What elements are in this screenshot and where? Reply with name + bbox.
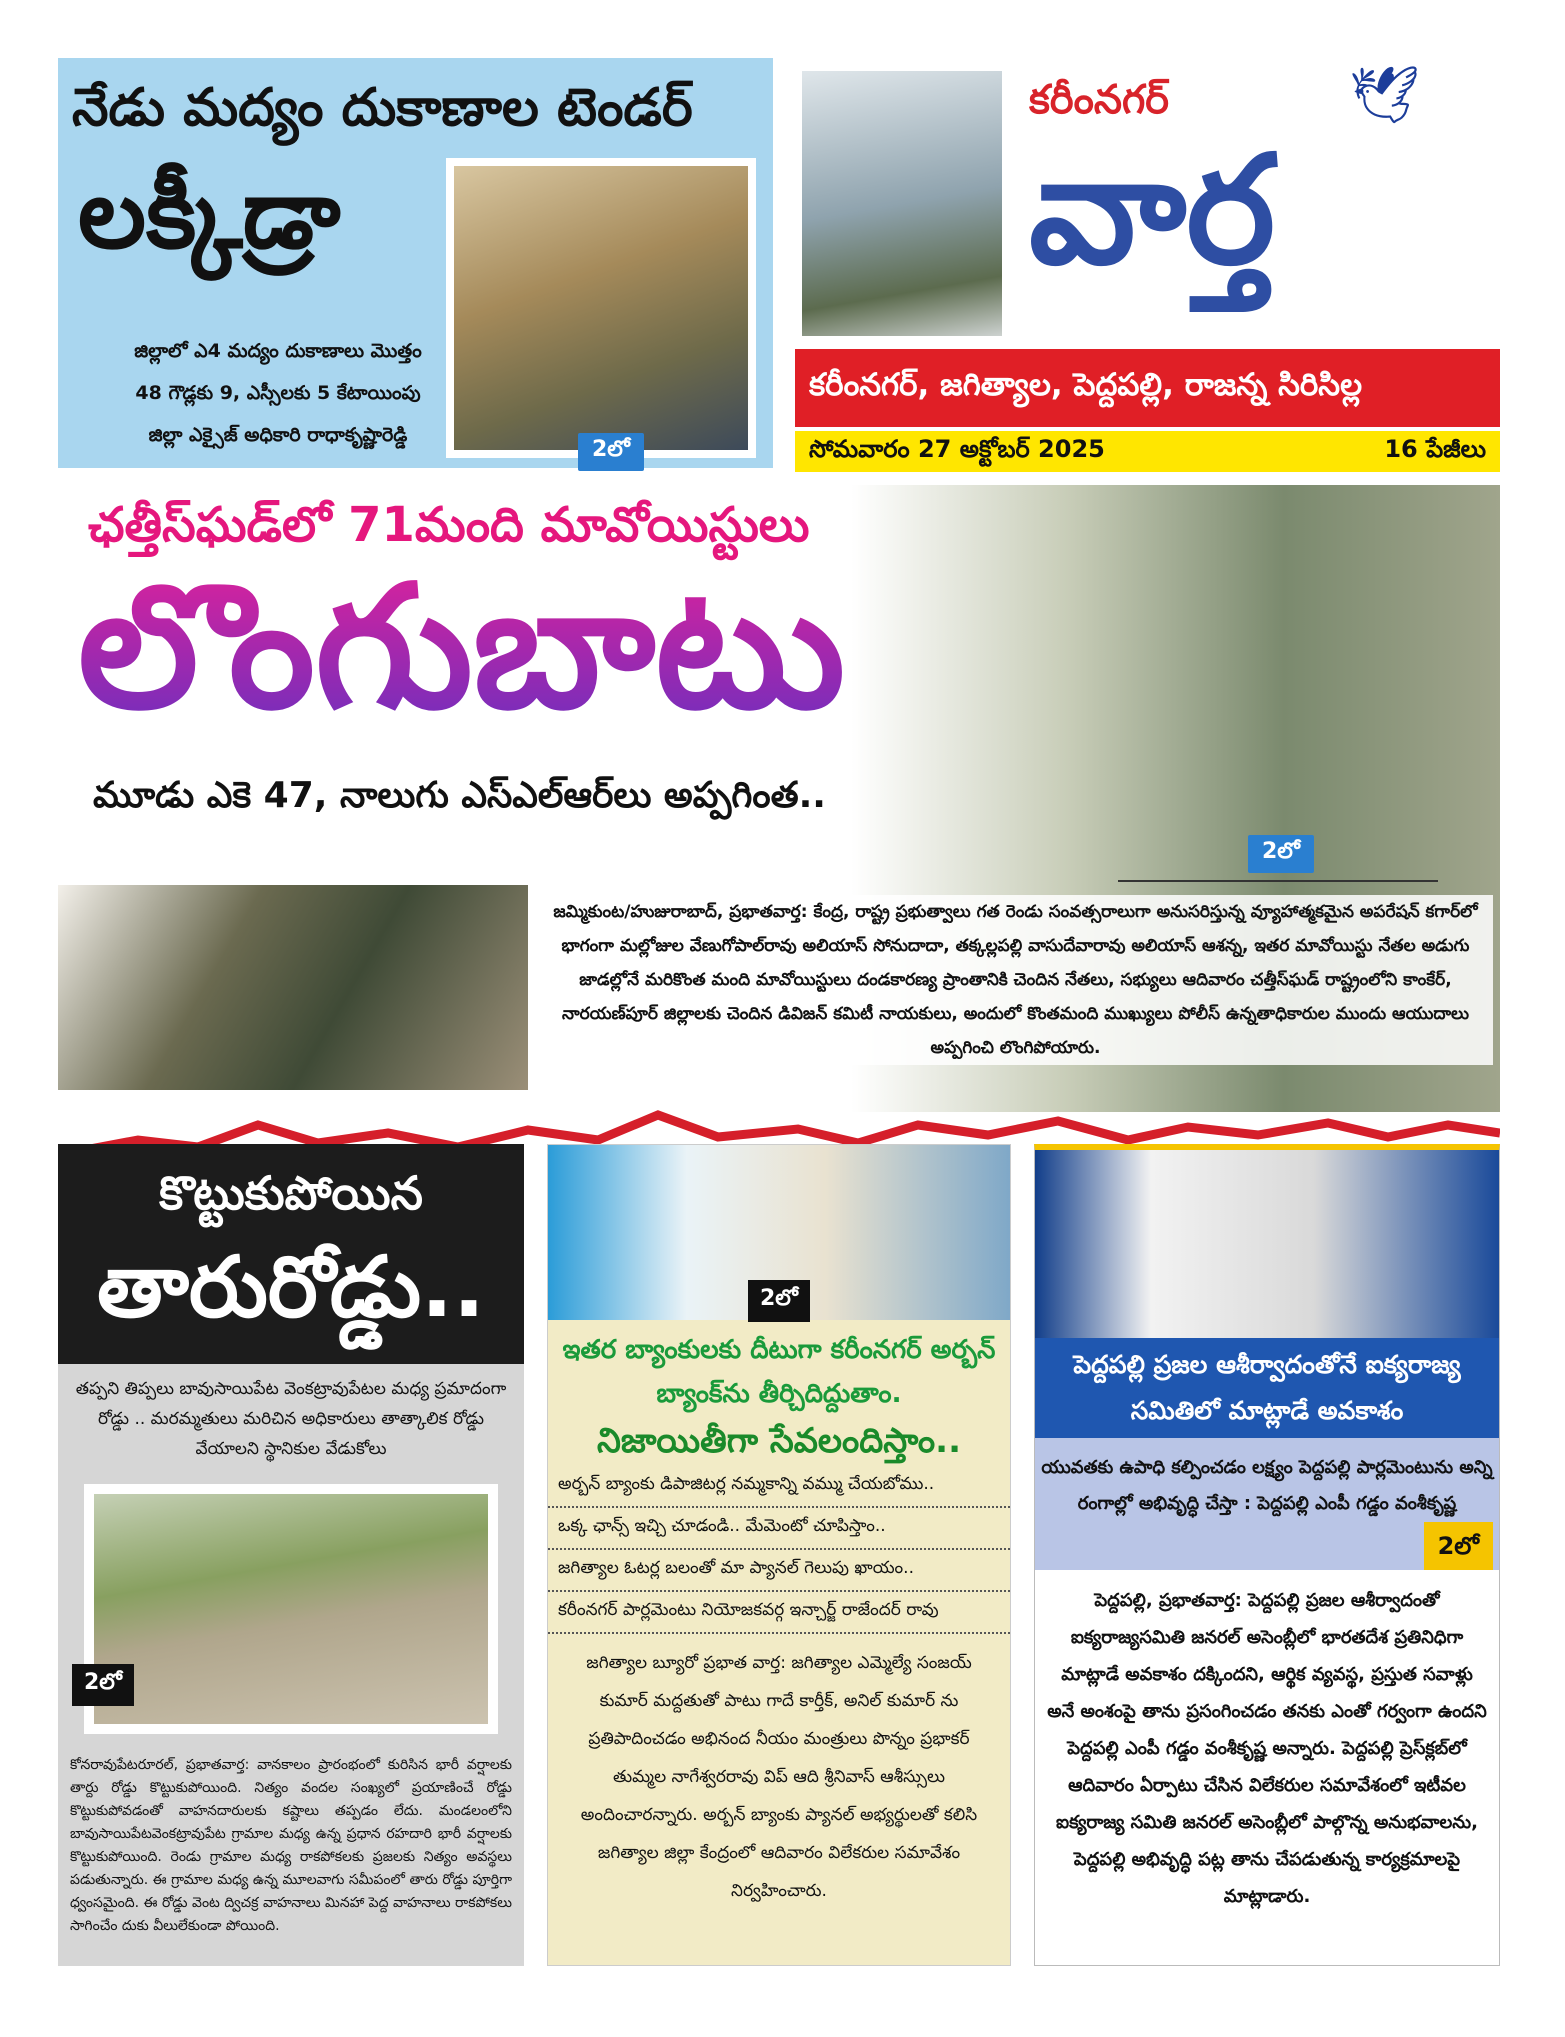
- lead-kicker: ఛత్తీస్‌ఘడ్‌లో 71మంది మావోయిస్టులు: [88, 497, 810, 553]
- page-count: 16 పేజీలు: [1384, 434, 1486, 463]
- excise-officer-photo: [446, 158, 756, 458]
- point: అర్బన్ బ్యాంకు డిపాజిటర్ల నమ్మకాన్ని వమ్ము చేయబోము..: [548, 1466, 1010, 1508]
- story-subheadline: [1035, 1438, 1499, 1570]
- story-headline: పెద్దపల్లి ప్రజల ఆశీర్వాదంతోనే ఐక్యరాజ్య సమితిలో మాట్లాడే అవకాశం: [1035, 1338, 1499, 1438]
- teaser-main-title: లక్కీడ్రా: [78, 158, 341, 270]
- story-body: పెద్దపల్లి, ప్రభాతవార్త: పెద్దపల్లి ప్రజల ఆశీర్వాదంతో ఐక్యరాజ్యసమితి జనరల్ అసెంబ్లీలో భారతదేశ ప్రతినిధిగా మాట్లాడే అవకాశం దక్కిందని, ఆర్థిక వ్యవస్థ, ప్రస్తుత సవాళ్లు అనే అంశంపై తాను ప్రసంగించడం తనకు ఎంతో గర్వంగా ఉందని పెద్దపల్లి ఎంపీ గడ్డం వంశీకృష్ణ అన్నారు. పెద్దపల్లి ప్రెస్‌క్లబ్‌లో ఆదివారం ఏర్పాటు చేసిన విలేకరుల సమావేశంలో ఇటీవల ఐక్యరాజ్య సమితి జనరల్ అసెంబ్లీలో పాల్గొన్న అనుభవాలను, పెద్దపల్లి అభివృద్ధి పట్ల తాను చేపడుతున్న కార్యక్రమాలపై మాట్లాడారు.: [1047, 1590, 1487, 1907]
- damaged-road-photo: [84, 1484, 498, 1734]
- teaser-subheads: [78, 330, 478, 456]
- story-body: కోనరావుపేటరూరల్, ప్రభాతవార్త: వానకాలం ప్రారంభంలో కురిసిన భారీ వర్షాలకు తార్దు రోడ్డు కొట్టుకుపోయింది. నిత్యం వందల సంఖ్యలో ప్రయాణించే రోడ్డు కొట్టుకుపోవడంతో వాహనదారులకు కష్టాలు తప్పడం లేదు. మండలంలోని బావుసాయిపేటవెంకట్రావుపేట గ్రామాల మధ్య ఉన్న ప్రధాన రహదారి భారీ వర్షాలకు కొట్టుకుపోయింది. రెండు గ్రామాల మధ్య రాకపోకలకు ప్రజలకు నిత్యం అవస్థలు పడుతున్నారు. ఈ గ్రామాల మధ్య ఉన్న మూలవాగు సమీపంలో తారు రోడ్డు పూర్తిగా ధ్వంసమైంది. ఈ రోడ్డు వెంట ద్విచక్ర వాహనాలు మినహా పెద్ద వాహనాలు రాకపోకలు సాగించేం దుకు వీలులేకుండా పోయింది.: [70, 1757, 512, 1934]
- brand-name: కరీంనగర్: [1029, 77, 1169, 123]
- lead-headline: లొంగుబాటు: [78, 549, 846, 747]
- lead-deck: మూడు ఎకె 47, నాలుగు ఎస్ఎల్ఆర్‌లు అప్పగింత..: [93, 775, 826, 816]
- subheadline-text: యువతకు ఉపాధి కల్పించడం లక్ష్యం పెద్దపల్లి పార్లమెంటును అన్ని రంగాల్లో అభివృద్ధి చేస్తా : పెద్దపల్లి ఎంపీ గడ్డం వంశీకృష్ణ: [1041, 1457, 1493, 1514]
- lead-body: జమ్మికుంట/హుజురాబాద్, ప్రభాతవార్త: కేంద్ర, రాష్ట్ర ప్రభుత్వాలు గత రెండు సంవత్సరాలుగా అనుసరిస్తున్న వ్యూహాత్మకమైన అపరేషన్ కగార్‌లో భాగంగా మల్లోజుల వేణుగోపాల్‌రావు అలియాస్ సోనుదాదా, తక్కల్లపల్లి వాసుదేవారావు అలియాస్ ఆశన్న, ఇతర మావోయిస్టు నేతల అడుగు జాడల్లోనే మరికొంత మంది మావోయిస్టులు దండకారణ్య ప్రాంతానికి చెందిన నేతలు, సభ్యులు ఆదివారం చత్తీస్‌ఘడ్ రాష్ట్రంలోని కాంకేర్, నారయణ్‌పూర్ జిల్లాలకు చెందిన డివిజన్ కమిటీ నాయకులు, అందులో కొంతమంది ముఖ్యులు పోలీస్ ఉన్నతాధికారుల ముందు ఆయుదాలు అప్పగించి లొంగిపోయారు.: [538, 895, 1493, 1065]
- mp-un-story: [1034, 1144, 1500, 1966]
- story-body: జగిత్యాల బ్యూరో ప్రభాత వార్త: జగిత్యాల ఎమ్మెల్యే సంజయ్ కుమార్ మద్దతుతో పాటు గాదే కార్తీక్, అనిల్ కుమార్ ను ప్రతిపాదించడం అభినంద నీయం మంత్రులు పొన్నం ప్రభాకర్ తుమ్మల నాగేశ్వరరావు విప్ ఆది శ్రీనివాస్ ఆశీస్సులు అందించారన్నారు. అర్బన్ బ్యాంకు ప్యానల్ అభ్యర్థులతో కలిసి జగిత్యాల జిల్లా కేంద్రంలో ఆదివారం విలేకరుల సమావేశం నిర్వహించారు.: [580, 1653, 978, 1901]
- road-damage-story: [58, 1144, 524, 1966]
- teaser-headline: నేడు మద్యం దుకాణాల టెండర్: [72, 78, 693, 138]
- divider: [1118, 880, 1438, 882]
- dam-photo: [802, 71, 1002, 336]
- date-bar: [795, 431, 1500, 472]
- districts-bar: కరీంనగర్, జగిత్యాల, పెద్దపల్లి, రాజన్న సిరిసిల్ల: [795, 349, 1500, 427]
- story-headline: ఇతర బ్యాంకులకు దీటుగా కరీంనగర్ అర్బన్ బ్యాంక్‌ను తీర్చిదిద్దుతాం.: [562, 1335, 996, 1409]
- story-subheadline: నిజాయితీగా సేవలందిస్తాం..: [596, 1421, 962, 1461]
- urban-bank-story: [547, 1144, 1011, 1966]
- newspaper-logo: వార్త: [1029, 124, 1276, 298]
- point: కరీంనగర్ పార్లమెంటు నియోజకవర్గ ఇన్చార్జ్ రాజేందర్ రావు: [548, 1592, 1010, 1634]
- story-points: [548, 1466, 1010, 1634]
- liquor-tender-teaser: [58, 58, 773, 468]
- press-club-photo: [1035, 1150, 1499, 1338]
- surrendered-maoists-photo: [58, 885, 528, 1090]
- point: ఒక్క ఛాన్స్ ఇచ్చి చూడండి.. మేమెంటో చూపిస్తాం..: [548, 1508, 1010, 1550]
- press-meet-photo: [548, 1145, 1010, 1320]
- subhead: జిల్లా ఎక్సైజ్ అధికారి రాధాకృష్ణారెడ్డి: [148, 424, 408, 446]
- subhead: 48 గౌడ్లకు 9, ఎస్సీలకు 5 కేటాయింపు: [135, 382, 421, 404]
- story-summary: తప్పని తిప్పలు బావుసాయిపేట వెంకట్రావుపేటల మధ్య ప్రమాదంగా రోడ్డు .. మరమ్మతులు మరిచిన అధికారులు తాత్కాలిక రోడ్డు వేయాలని స్థానికుల వేడుకోలు: [75, 1379, 507, 1459]
- dove-logo-icon: 🕊: [1349, 63, 1421, 128]
- page-ref-badge[interactable]: 2లో: [578, 433, 644, 471]
- page-ref-badge[interactable]: 2లో: [1248, 835, 1314, 873]
- masthead: [789, 58, 1500, 472]
- point: జగిత్యాల ఓటర్ల బలంతో మా ప్యానల్ గెలుపు ఖాయం..: [548, 1550, 1010, 1592]
- subhead: జిల్లాలో ఎ4 మద్యం దుకాణాలు మొత్తం: [134, 340, 422, 362]
- page-ref-badge[interactable]: 2లో: [748, 1280, 810, 1322]
- issue-date: సోమవారం 27 అక్టోబర్ 2025: [809, 434, 1105, 463]
- lead-story: [58, 485, 1500, 1112]
- story-headline: తారురోడ్డు..: [97, 1238, 485, 1336]
- page-ref-badge[interactable]: 2లో: [1424, 1522, 1493, 1570]
- story-kicker: కొట్టుకుపోయిన: [159, 1166, 423, 1220]
- story-header: [58, 1144, 524, 1364]
- page-ref-badge[interactable]: 2లో: [72, 1664, 134, 1706]
